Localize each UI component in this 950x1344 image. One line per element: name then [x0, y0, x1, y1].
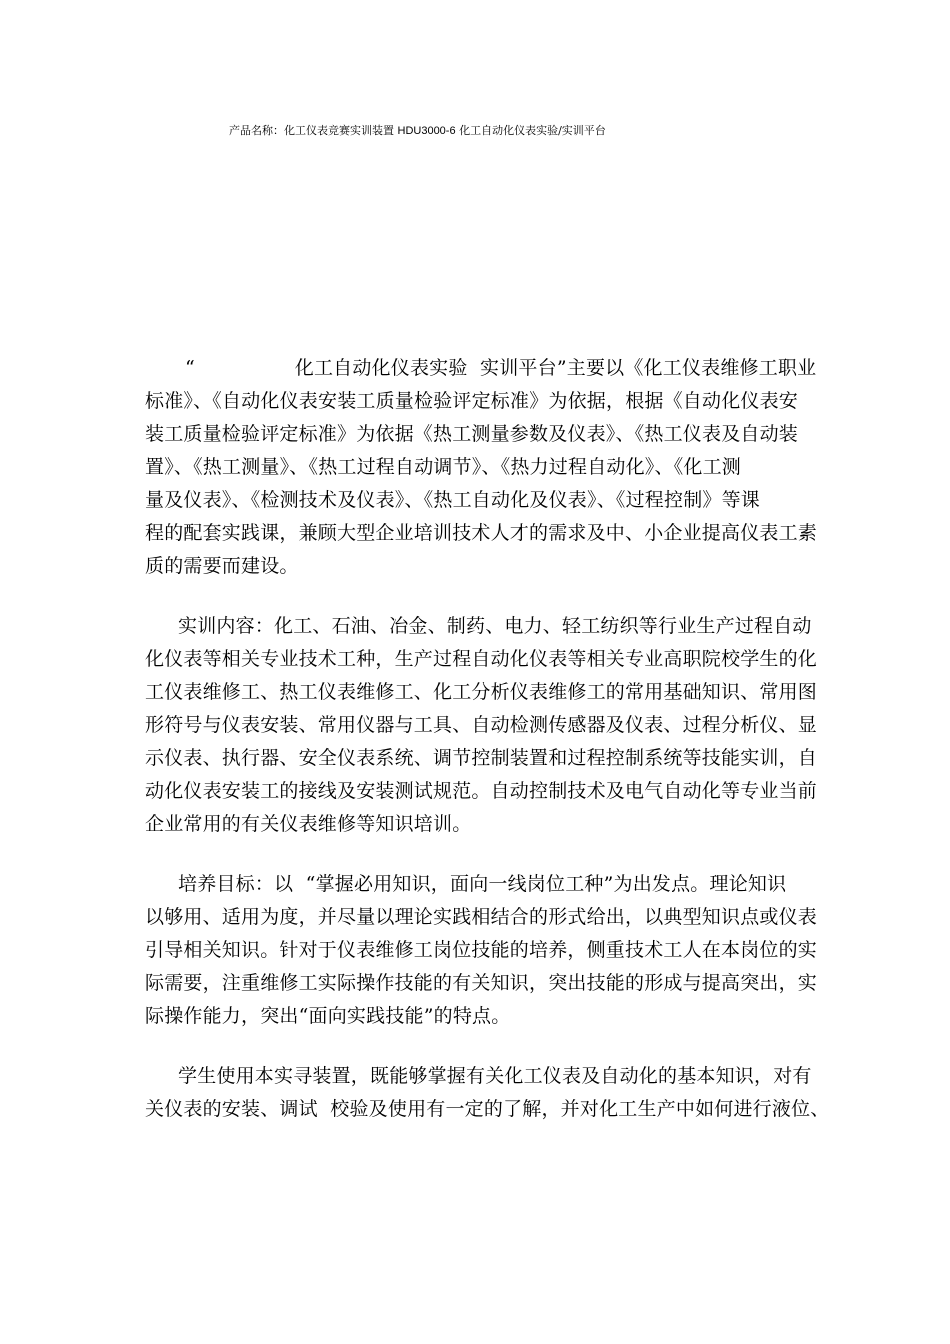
paragraph-line: 标准》、《自动化仪表安装工质量检验评定标准》为依据，根据《自动化仪表安	[145, 390, 799, 412]
paragraph-line: 以够用、适用为度，并尽量以理论实践相结合的形式给出，以典型知识点或仪表	[145, 906, 818, 928]
paragraph-line: 动化仪表安装工的接线及安装测试规范。自动控制技术及电气自动化等专业当前	[145, 780, 818, 802]
paragraph-intro	[0, 352, 950, 583]
header-suffix: 化工自动化仪表实验/实训平台	[455, 124, 606, 137]
paragraph-line: 培养目标：以 “掌握必用知识，面向一线岗位工种”为出发点。理论知识	[178, 873, 787, 895]
paragraph-line: 企业常用的有关仪表维修等知识培训。	[145, 813, 472, 835]
paragraph-line: 际操作能力，突出“面向实践技能”的特点。	[145, 1005, 511, 1027]
paragraph-line: 学生使用本实寻装置，既能够掌握有关化工仪表及自动化的基本知识，对有	[178, 1065, 812, 1087]
paragraph-line: 际需要，注重维修工实际操作技能的有关知识，突出技能的形成与提高突出，实	[145, 972, 818, 994]
paragraph-line: 示仪表、执行器、安全仪表系统、调节控制装置和过程控制系统等技能实训，自	[145, 747, 818, 769]
paragraph-line: “ 化工自动化仪表实验 实训平台”主要以《化工仪表维修工职业	[185, 357, 817, 379]
paragraph-line: 程的配套实践课，兼顾大型企业培训技术人才的需求及中、小企业提高仪表工素	[145, 522, 818, 544]
paragraph-line: 化仪表等相关专业技术工种，生产过程自动化仪表等相关专业高职院校学生的化	[145, 648, 818, 670]
paragraph-line: 装工质量检验评定标准》为依据《热工测量参数及仪表》、《热工仪表及自动装	[145, 423, 799, 445]
paragraph-line: 置》、《热工测量》、《热工过程自动调节》、《热力过程自动化》、《化工测	[145, 456, 742, 478]
paragraph-line: 引导相关知识。针对于仪表维修工岗位技能的培养，侧重技术工人在本岗位的实	[145, 939, 818, 961]
paragraph-training-content	[0, 610, 950, 841]
paragraph-line: 关仪表的安装、调试 校验及使用有一定的了解，并对化工生产中如何进行液位、	[145, 1098, 830, 1120]
paragraph-training-goal	[0, 868, 950, 1033]
paragraph-line: 形符号与仪表安装、常用仪器与工具、自动检测传感器及仪表、过程分析仪、显	[145, 714, 818, 736]
paragraph-line: 质的需要而建设。	[145, 555, 299, 577]
header-model: HDU3000-6	[397, 125, 456, 137]
paragraph-student-use	[0, 1060, 950, 1126]
paragraph-line: 量及仪表》、《检测技术及仪表》、《热工自动化及仪表》、《过程控制》等课	[145, 489, 761, 511]
header-prefix: 产品名称：化工仪表竞赛实训装置	[229, 124, 398, 137]
product-name-header	[229, 124, 606, 138]
paragraph-line: 实训内容：化工、石油、冶金、制药、电力、轻工纺织等行业生产过程自动	[178, 615, 812, 637]
body-text	[0, 352, 950, 1126]
paragraph-line: 工仪表维修工、热工仪表维修工、化工分析仪表维修工的常用基础知识、常用图	[145, 681, 818, 703]
